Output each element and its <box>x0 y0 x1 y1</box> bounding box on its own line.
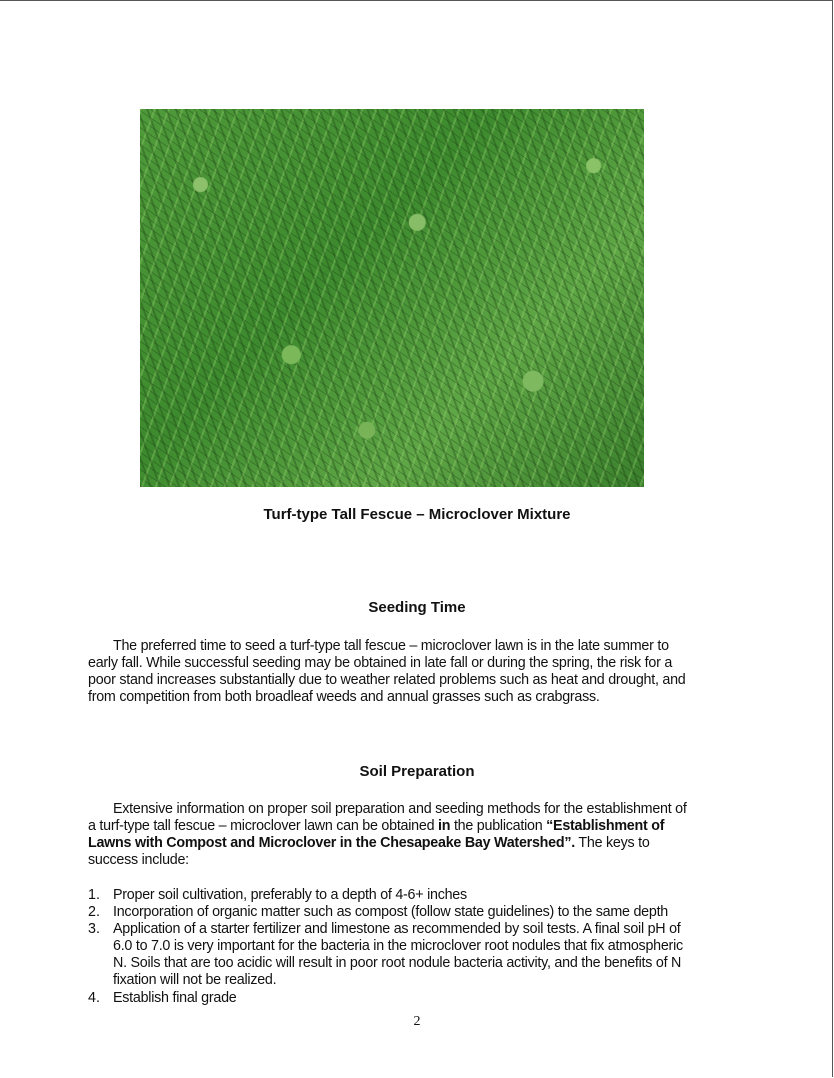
list-item: Application of a starter fertilizer and limestone as recommended by soil tests. A final soil pH of <box>113 921 681 937</box>
list-item: Establish final grade <box>113 990 237 1006</box>
list-number: 4. <box>88 990 100 1006</box>
paragraph-line: success include: <box>88 852 189 868</box>
list-number: 2. <box>88 904 100 920</box>
text: the publication <box>450 818 547 834</box>
paragraph-line: from competition from both broadleaf weeds and annual grasses such as crabgrass. <box>88 689 600 705</box>
text: a turf-type tall fescue – microclover lawn can be obtained <box>88 818 439 834</box>
figure-caption: Turf-type Tall Fescue – Microclover Mixture <box>263 506 571 523</box>
paragraph-line: The preferred time to seed a turf-type tall fescue – microclover lawn is in the late summer to <box>113 638 669 654</box>
grass-clover-photo <box>140 109 644 487</box>
list-item-line: N. Soils that are too acidic will result in poor root nodule bacteria activity, and the benefits of N <box>113 955 682 971</box>
list-item-line: 6.0 to 7.0 is very important for the bacteria in the microclover root nodules that fix atmospheric <box>113 938 683 954</box>
list-number: 3. <box>88 921 100 937</box>
heading-soil-preparation: Soil Preparation <box>359 763 475 780</box>
heading-seeding-time: Seeding Time <box>368 599 466 616</box>
list-item: Incorporation of organic matter such as compost (follow state guidelines) to the same depth <box>113 904 668 920</box>
paragraph-line <box>88 818 664 834</box>
paragraph-line <box>88 835 650 851</box>
paragraph-line: poor stand increases substantially due to weather related problems such as heat and drought, and <box>88 672 686 688</box>
paragraph-line: Extensive information on proper soil preparation and seeding methods for the establishment of <box>113 801 687 817</box>
list-item: Proper soil cultivation, preferably to a depth of 4-6+ inches <box>113 887 467 903</box>
text-bold: in <box>438 818 451 834</box>
paragraph-line: early fall. While successful seeding may be obtained in late fall or during the spring, the risk for a <box>88 655 673 671</box>
text: The keys to <box>574 835 650 851</box>
page-number: 2 <box>413 1014 421 1029</box>
list-number: 1. <box>88 887 100 903</box>
publication-title: “Establishment of <box>546 818 665 834</box>
publication-title: Lawns with Compost and Microclover in the Chesapeake Bay Watershed”. <box>88 835 575 851</box>
list-item-line: fixation will not be realized. <box>113 972 277 988</box>
